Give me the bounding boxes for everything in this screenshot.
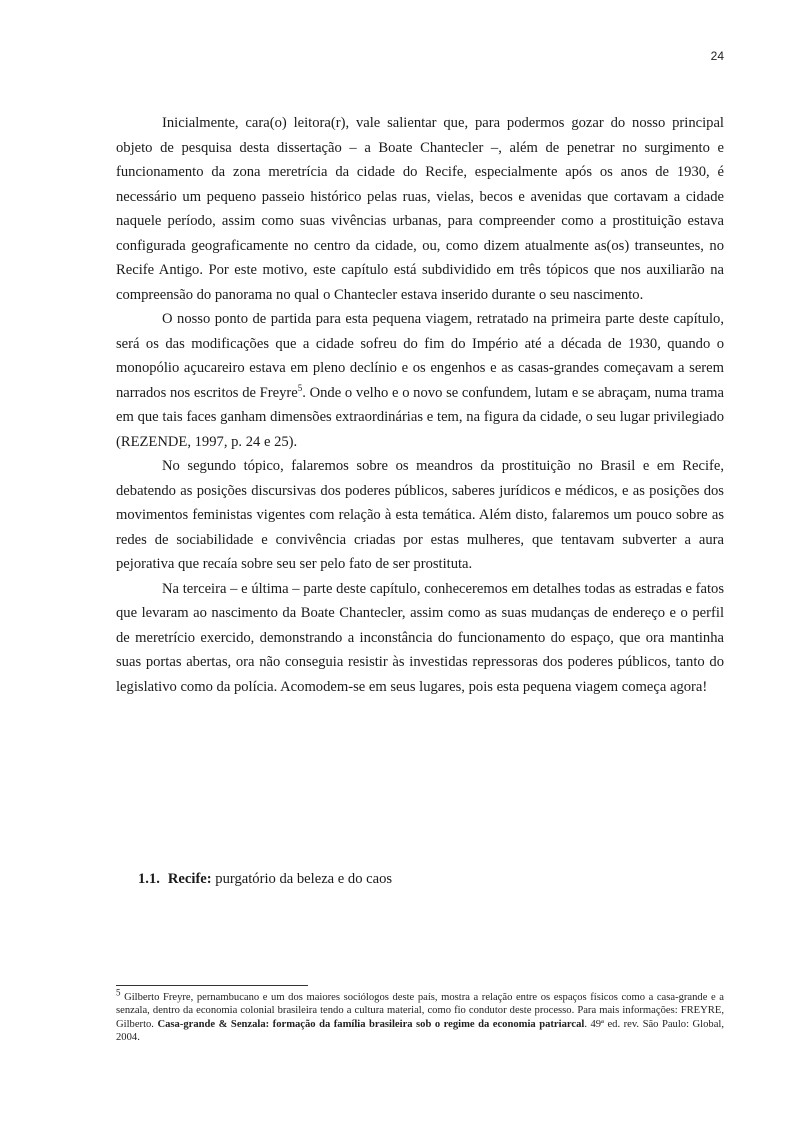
footnote-book-title: Casa-grande & Senzala: formação da família brasileira sob o regime da economia patriarcal [157, 1018, 585, 1030]
section-heading [138, 867, 392, 891]
paragraph-3: No segundo tópico, falaremos sobre os meandros da prostituição no Brasil e em Recife, debatendo as posições discursivas dos poderes públicos, saberes jurídicos e médicos, e as posições dos movimentos feministas vigentes com relação à esta temática. Além disto, falaremos um pouco sobre as redes de sociabilidade e convivência criadas por estas mulheres, que tentavam subverter a aura pejorativa que recaía sobre seu ser pelo fato de ser prostituta. [116, 458, 724, 572]
section-keyword: Recife: [167, 871, 212, 887]
footnote-marker: 5 [116, 987, 121, 998]
page-number: 24 [710, 49, 724, 63]
paragraph-1: Inicialmente, cara(o) leitora(r), vale salientar que, para podermos gozar do nosso principal objeto de pesquisa desta dissertação – a Boate Chantecler –, além de penetrar no surgimento e funcionamento da zona meretrícia da cidade do Recife, especialmente após os anos de 1930, é necessário um pequeno passeio histórico pelas ruas, vielas, becos e avenidas que cortavam a cidade naquele período, assim como suas vivências urbanas, para compreender como a prostituição estava configurada geograficamente no centro da cidade, ou, como dizem atualmente as(os) transeuntes, no Recife Antigo. Por este motivo, este capítulo está subdividido em três tópicos que nos auxiliarão na compreensão do panorama no qual o Chantecler estava inserido durante o seu nascimento. [116, 115, 724, 303]
footnote-text-start: Gilberto Freyre, pernambucano e um dos maiores sociólogos deste país, mostra a relação entre os espaços físicos como a casa-grande e a senzala, dentro da economia colonial brasileira tendo a cultura material, como fio condutor deste processo. Para mais informações: FREYRE, Gilberto. [116, 992, 724, 1030]
paragraph-2 [116, 307, 724, 454]
paragraph-2-text-start: O nosso ponto de partida para esta pequena viagem, retratado na primeira parte deste capítulo, será os das modificações que a cidade sofreu do fim do Império até a década de 1930, quando o monopólio açucareiro estava em pleno declínio e os engenhos e as casas-grandes começavam a serem narrados nos escritos de Freyre [116, 311, 724, 401]
footnote-separator [116, 985, 308, 986]
body-text [116, 111, 724, 699]
footnote [116, 987, 724, 1045]
paragraph-4: Na terceira – e última – parte deste capítulo, conheceremos em detalhes todas as estradas e fatos que levaram ao nascimento da Boate Chantecler, assim como as suas mudanças de endereço e o perfil de meretrício exercido, demonstrando a inconstância do funcionamento do espaço, que ora mantinha suas portas abertas, ora não conseguia resistir às investidas repressoras dos poderes públicos, tanto do legislativo como da polícia. Acomodem-se em seus lugares, pois esta pequena viagem começa agora! [116, 580, 724, 695]
section-title: purgatório da beleza e do caos [211, 871, 393, 887]
paragraph-2-text-end: . Onde o velho e o novo se confundem, lutam e se abraçam, numa trama em que tais faces ganham dimensões extraordinárias e tem, na figura da cidade, o seu lugar privilegiado (REZENDE, 1997, p. 24 e 25). [116, 384, 724, 450]
section-number: 1.1. [138, 871, 160, 887]
footnote-reference[interactable]: 5 [297, 382, 303, 393]
footnote-text-end: . 49ª ed. rev. São Paulo: Global, 2004. [116, 1018, 724, 1044]
